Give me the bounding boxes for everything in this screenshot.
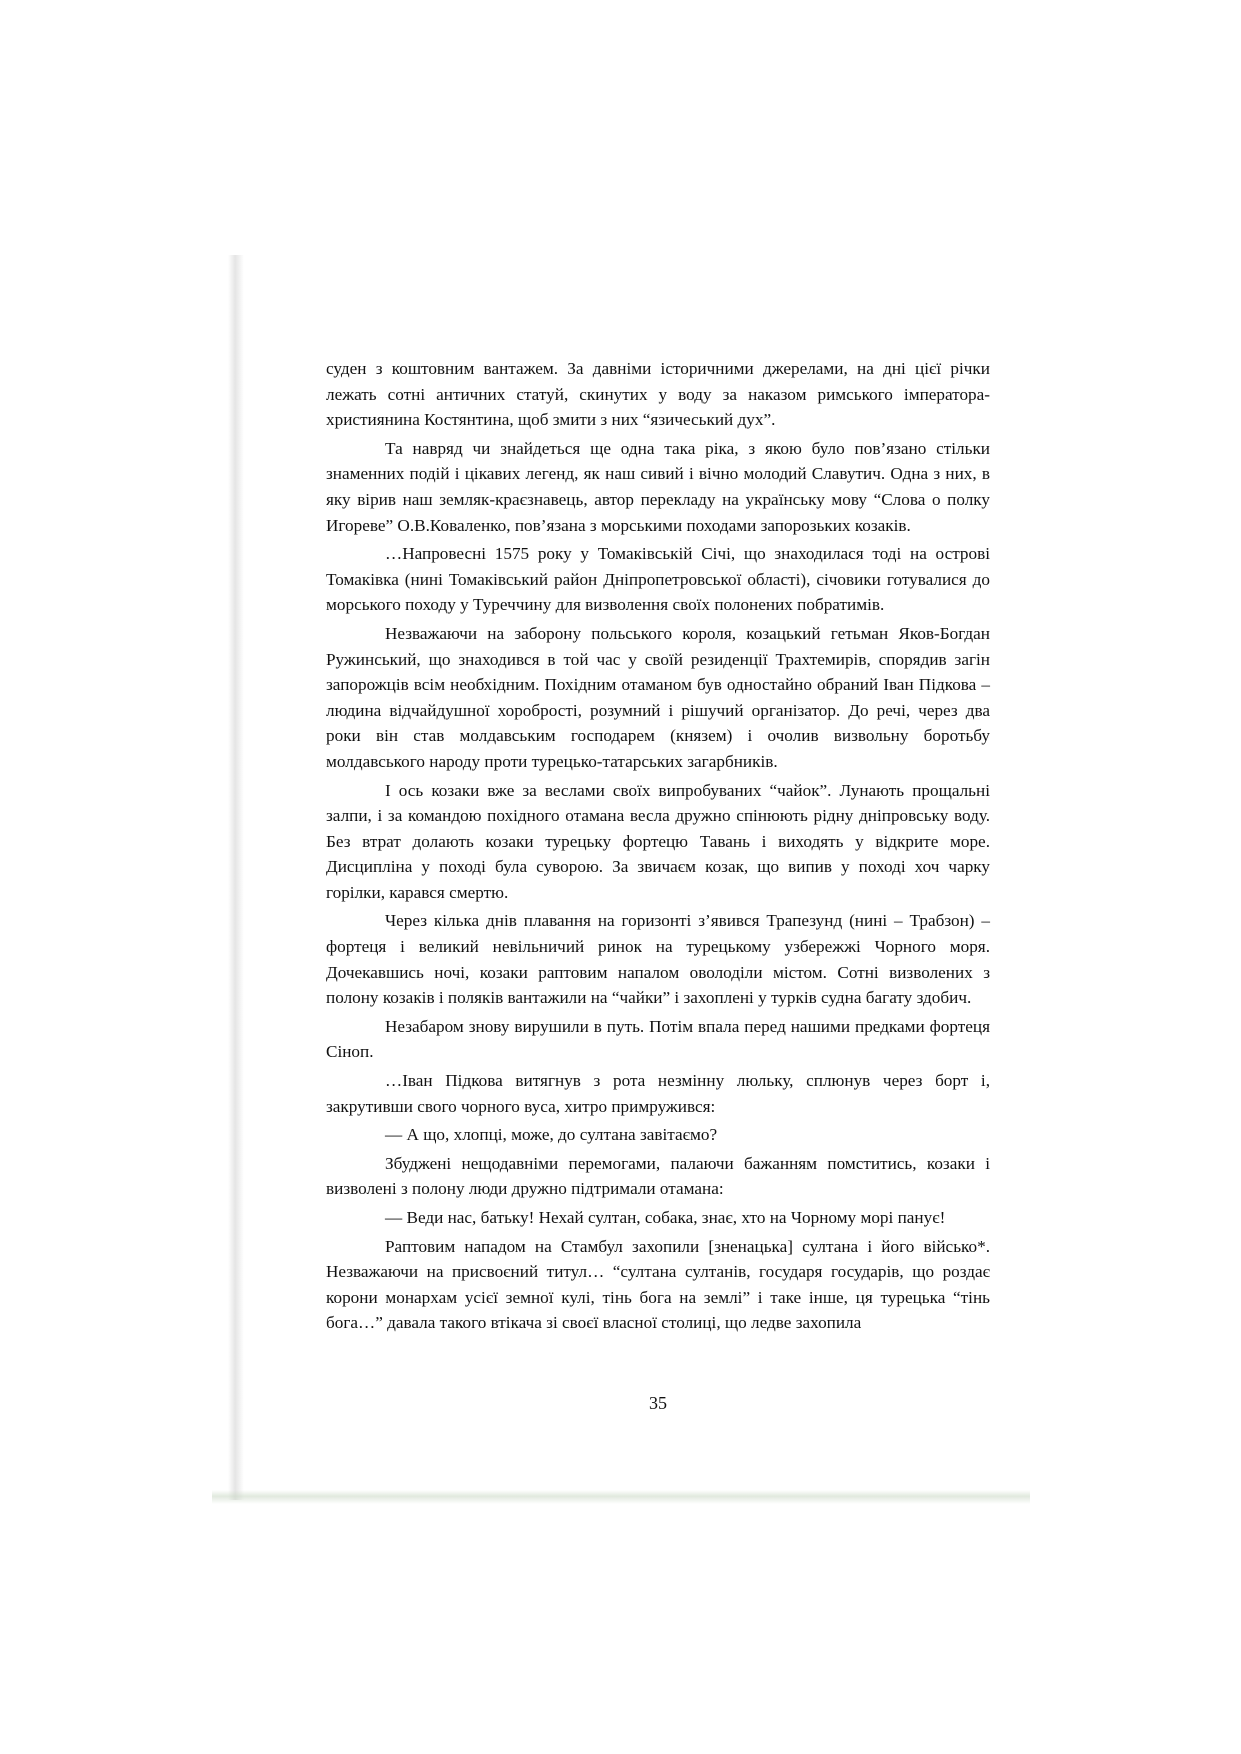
paragraph: Збуджені нещодавніми перемогами, палаючи бажанням помститись, козаки і визволені з полону люди дружно підтримали отамана: — [326, 1153, 990, 1199]
scan-edge-shadow — [228, 255, 244, 1500]
paragraph: Раптовим нападом на Стамбул захопили [зненацька] султана і його військо*. Незважаючи на присвоєний титул… “султана султанів, государя государів, що роздає корони монархам усієї земної кулі, тінь бога на землі” і таке інше, ця турецька “тінь бога…” давала такого втікача зі своєї власної столиці, що ледве захопила — [326, 1236, 990, 1333]
paragraph: …Іван Підкова витягнув з рота незмінну люльку, сплюнув через борт і, закрутивши свого чорного вуса, хитро примружився: — [326, 1071, 990, 1116]
page-number: 35 — [649, 1393, 667, 1413]
book-page — [326, 356, 990, 1456]
paragraph: Та навряд чи знайдеться ще одна така ріка, з якою було пов’язано стільки знаменних подій і цікавих легенд, як наш сивий і вічно молодий Славутич. Одна з них, в яку вірив наш земляк-краєзнавець, автор перекладу на українську мову “Слова о полку Игореве” О.В.Коваленко, пов’язана з морськими походами запорозьких козаків. — [326, 438, 990, 535]
paragraph: суден з коштовним вантажем. За давніми історичними джерелами, на дні цієї річки лежать сотні античних статуй, скинутих у воду за наказом римського імператора-християнина Костянтина, щоб змити з них “язичеський дух”. — [326, 359, 990, 430]
paragraph: І ось козаки вже за веслами своїх випробуваних “чайок”. Лунають прощальні залпи, і за командою похідного отамана весла дружно спінюють рідну дніпровську воду. Без втрат долають козаки турецьку фортецю Тавань і виходять у відкрите море. Дисципліна у поході була суворою. За звичаєм козак, що випив у поході хоч чарку горілки, карався смертю. — [326, 780, 990, 902]
paragraph: Незважаючи на заборону польського короля, козацький гетьман Яков-Богдан Ружинський, що знаходився в той час у своїй резиденції Трахтемирів, спорядив загін запорожців всім необхідним. Похідним отаманом був одностайно обраний Іван Підкова – людина відчайдушної хоробрості, розумний і рішучий організатор. До речі, через два роки він став молдавським господарем (князем) і очолив визвольну боротьбу молдавського народу проти турецько-татарських загарбників. — [326, 623, 990, 771]
paragraph: Через кілька днів плавання на горизонті з’явився Трапезунд (нині – Трабзон) – фортеця і великий невільничий ринок на турецькому узбережжі Чорного моря. Дочекавшись ночі, козаки раптовим напалом оволоділи містом. Сотні визволених з полону козаків і поляків вантажили на “чайки” і захоплені у турків судна багату здобич. — [326, 911, 990, 1008]
paragraph: Незабаром знову вирушили в путь. Потім впала перед нашими предками фортеця Сіноп. — [326, 1016, 990, 1062]
paragraph: …Напровесні 1575 року у Томаківській Січі, що знаходилася тоді на острові Томаківка (нині Томаківський район Дніпропетровської області), січовики готувалися до морського походу у Туреччину для визволення своїх полонених побратимів. — [326, 544, 990, 615]
paragraph: — Веди нас, батьку! Нехай султан, собака, знає, хто на Чорному морі панує! — [385, 1208, 946, 1227]
paragraph: — А що, хлопці, може, до султана завітаємо? — [385, 1125, 718, 1145]
scan-bottom-shadow — [212, 1490, 1030, 1504]
